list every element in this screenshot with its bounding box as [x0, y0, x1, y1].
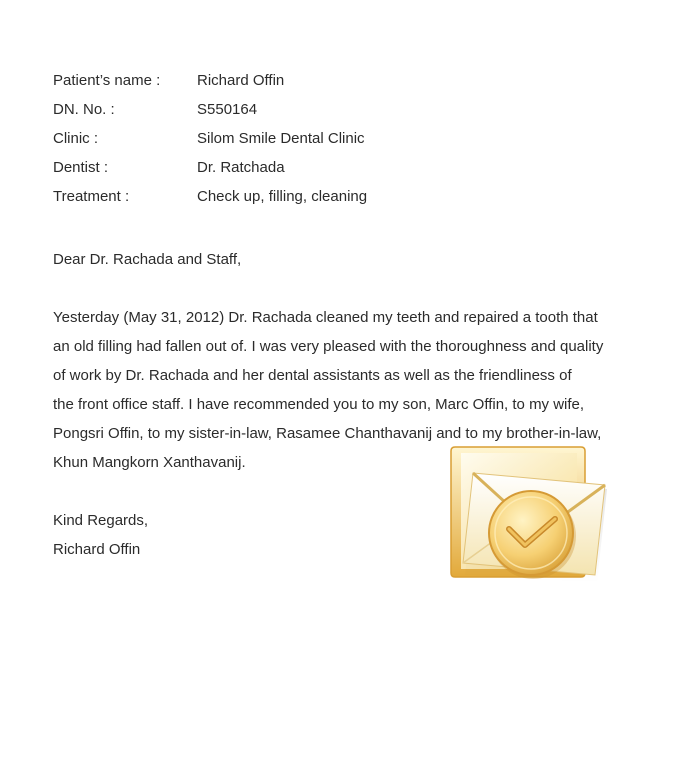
- body-line: Pongsri Offin, to my sister-in-law, Rasamee Chanthavanij and to my brother-in-law,: [53, 425, 602, 442]
- info-row-patient-name: [53, 68, 653, 97]
- kind-regards: Kind Regards,: [53, 512, 149, 529]
- info-label: Patient’s name :: [53, 72, 161, 89]
- info-value: Richard Offin: [197, 72, 285, 89]
- info-row-dentist: [53, 155, 653, 184]
- outlook-envelope-clock-icon: [447, 441, 617, 591]
- salutation: Dear Dr. Rachada and Staff,: [53, 251, 242, 268]
- info-value: Check up, filling, cleaning: [197, 188, 368, 205]
- info-label: Clinic :: [53, 130, 99, 147]
- signature-name: Richard Offin: [53, 541, 141, 558]
- info-value: S550164: [197, 101, 258, 118]
- info-row-clinic: [53, 126, 653, 155]
- body-line: the front office staff. I have recommended you to my son, Marc Offin, to my wife,: [53, 396, 585, 413]
- info-label: Treatment :: [53, 188, 130, 205]
- body-line: an old filling had fallen out of. I was very pleased with the thoroughness and quality: [53, 338, 604, 355]
- patient-info: [53, 68, 653, 213]
- info-value: Silom Smile Dental Clinic: [197, 130, 365, 147]
- info-label: DN. No. :: [53, 101, 115, 118]
- info-row-treatment: [53, 184, 653, 213]
- info-row-dn-no: [53, 97, 653, 126]
- info-label: Dentist :: [53, 159, 109, 176]
- body-line: Khun Mangkorn Xanthavanij.: [53, 454, 246, 471]
- body-line: Yesterday (May 31, 2012) Dr. Rachada cleaned my teeth and repaired a tooth that: [53, 309, 598, 326]
- info-value: Dr. Ratchada: [197, 159, 285, 176]
- body-line: of work by Dr. Rachada and her dental assistants as well as the friendliness of: [53, 367, 572, 384]
